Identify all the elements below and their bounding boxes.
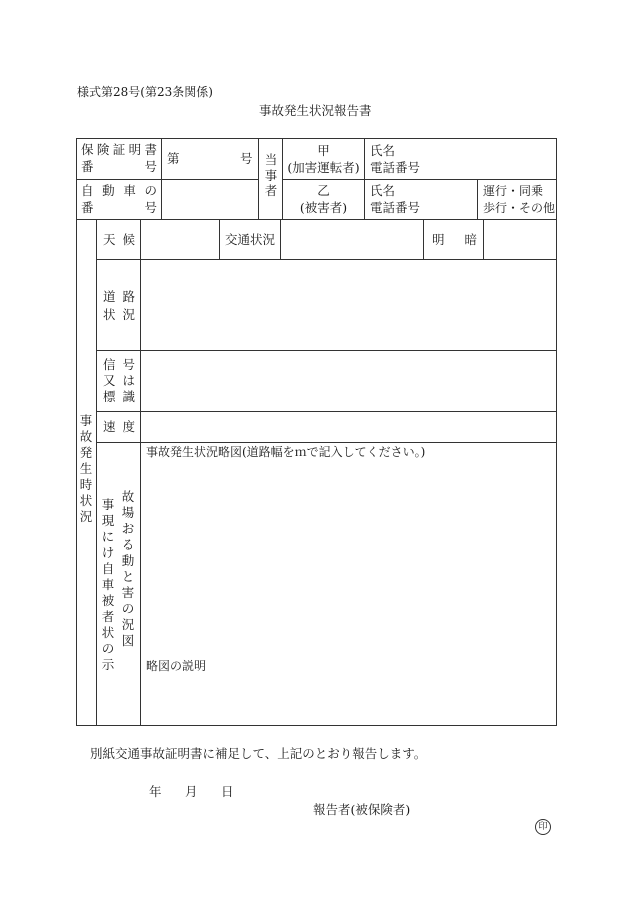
weather-label: 天 候 bbox=[103, 232, 135, 247]
seal-mark: 印 bbox=[535, 819, 551, 835]
scene-label-col1: 事 現 に け 自 車 被 者 状 の 示 bbox=[101, 497, 115, 672]
sketch-explanation-label: 略図の説明 bbox=[146, 659, 207, 673]
signal-label: 信 号 又 は 標 識 bbox=[103, 357, 135, 404]
car-number-label: 自 動 車 の 番 号 bbox=[81, 183, 157, 215]
footer-statement: 別紙交通事故証明書に補足して、上記のとおり報告します。 bbox=[90, 746, 427, 761]
otsu-option-line1: 運行・同乗 bbox=[483, 184, 544, 198]
reporter-label: 報告者(被保険者) bbox=[313, 802, 411, 817]
document-title: 事故発生状況報告書 bbox=[259, 103, 372, 118]
party-label: 当 事 者 bbox=[264, 152, 278, 198]
scene-label-col2: 故 場 お る 動 と 害 の 況 図 bbox=[121, 489, 135, 648]
party-ko: 甲 bbox=[317, 143, 330, 158]
ko-phone-label: 電話番号 bbox=[370, 160, 421, 175]
ko-name-label: 氏名 bbox=[370, 143, 396, 158]
otsu-phone-label: 電話番号 bbox=[370, 200, 421, 215]
date-day-label: 日 bbox=[221, 784, 234, 799]
cert-dai: 第 bbox=[167, 151, 180, 166]
cert-go: 号 bbox=[240, 151, 253, 166]
traffic-label: 交通状況 bbox=[225, 232, 276, 247]
form-number: 様式第28号(第23条関係) bbox=[77, 85, 213, 99]
date-month-label: 月 bbox=[185, 784, 198, 799]
party-otsu-role: (被害者) bbox=[299, 200, 348, 215]
speed-label: 速 度 bbox=[103, 419, 135, 434]
section-label: 事 故 発 生 時 状 況 bbox=[79, 413, 93, 524]
sketch-header: 事故発生状況略図(道路幅をｍで記入してください。) bbox=[146, 445, 426, 459]
otsu-name-label: 氏名 bbox=[370, 183, 396, 198]
date-year-label: 年 bbox=[149, 784, 162, 799]
cert-number-label: 保 険 証 明 書 番 号 bbox=[81, 142, 157, 174]
light-label: 明 暗 bbox=[432, 232, 477, 247]
road-label: 道 路 状 況 bbox=[103, 289, 135, 322]
party-ko-role: (加害運転者) bbox=[287, 160, 360, 175]
otsu-option-line2: 歩行・その他 bbox=[483, 201, 556, 215]
party-otsu: 乙 bbox=[317, 183, 330, 198]
